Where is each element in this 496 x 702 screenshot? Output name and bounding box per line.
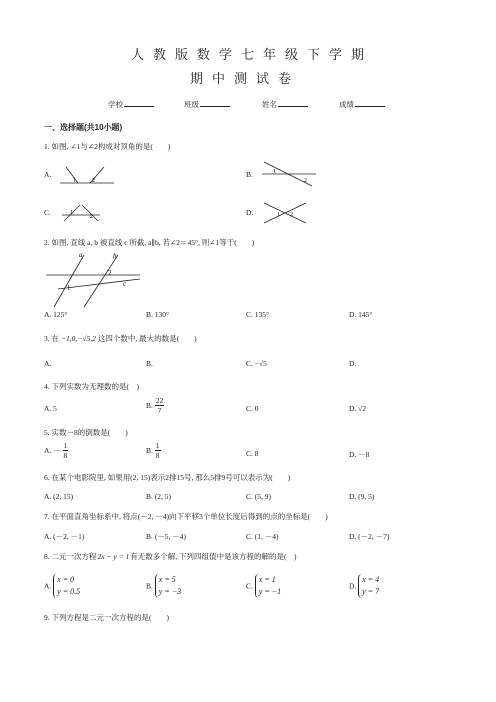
q4-option-b-fraction: $\frac{22}{7}$ <box>155 396 164 415</box>
q4-option-b-label: B. <box>146 401 153 410</box>
q2-label-b: b <box>113 252 117 260</box>
q8-option-b[interactable] <box>146 574 181 598</box>
q7-stem: 7. 在平面直角坐标系中, 将点(－2, －4)向下平移3个单位长度后得到的点的坐标是( ) <box>44 512 328 521</box>
svg-text:2: 2 <box>92 178 95 184</box>
q8-option-b-label: B. <box>146 581 153 591</box>
q3-option-c-value: −√5 <box>254 359 267 368</box>
q8-stem-math: 2x − y = 1 <box>97 552 130 561</box>
q9-stem: 9. 下列方程是二元一次方程的是( ) <box>44 613 169 622</box>
q4-option-b[interactable] <box>146 396 164 415</box>
q8-option-d-system: x = 4 y = 7 <box>358 574 379 598</box>
q1-option-b[interactable]: B. <box>246 170 253 179</box>
q1-figure-c <box>58 201 108 223</box>
q8-option-d-label: D. <box>349 581 357 591</box>
section-heading: 一、选择题(共10小题) <box>44 123 123 132</box>
q4-option-c[interactable]: C. 0 <box>246 404 259 413</box>
q8-option-a[interactable] <box>44 574 80 598</box>
svg-text:1: 1 <box>70 210 73 216</box>
q7-option-a[interactable]: A. (－2, －1) <box>44 532 85 541</box>
q1-option-a[interactable]: A. <box>44 170 52 179</box>
q5-option-a-fraction: $\frac{1}{8}$ <box>63 441 68 460</box>
q4-option-a[interactable]: A. 5 <box>44 404 57 413</box>
exam-title: 人教版数学七年级下学期 <box>131 47 374 62</box>
q5-stem: 5. 实数－8的倒数是( ) <box>44 428 128 437</box>
q3-option-a[interactable]: A. <box>44 359 52 368</box>
class-label: 班级 <box>184 100 199 109</box>
q2-figure <box>44 249 144 309</box>
q8-option-a-system: x = 0 y = 0.5 <box>53 574 80 598</box>
q5-option-d[interactable]: D. －8 <box>349 450 370 459</box>
q6-option-a[interactable]: A. (2, 15) <box>44 492 74 501</box>
q3-option-d[interactable]: D. <box>349 359 357 368</box>
exam-subtitle: 期中测试卷 <box>190 71 301 86</box>
school-field[interactable] <box>108 99 154 110</box>
q7-option-c[interactable]: C. (1, －4) <box>246 532 279 541</box>
q1-stem: 1. 如图, ∠1与∠2构成对顶角的是( ) <box>44 142 171 151</box>
q5-option-c[interactable]: C. 8 <box>246 449 259 458</box>
q1-figure-b <box>260 160 320 188</box>
name-field[interactable] <box>262 99 308 110</box>
score-label: 成绩 <box>339 100 354 109</box>
q7-option-b[interactable]: B. (－5, －4) <box>146 532 186 541</box>
q5-option-a-label: A. － <box>44 446 61 455</box>
q5-option-b-fraction: $\frac{1}{8}$ <box>155 441 160 460</box>
q4-option-d-value: √2 <box>358 404 367 413</box>
svg-text:2: 2 <box>290 212 293 218</box>
q2-option-c[interactable]: C. 135° <box>246 310 270 319</box>
q2-label-2: 2 <box>108 269 112 277</box>
q8-stem <box>44 551 297 562</box>
q3-option-c[interactable] <box>246 359 267 368</box>
q6-option-b[interactable]: B. (2, 5) <box>146 492 171 501</box>
q2-label-c: c <box>123 280 127 288</box>
q4-option-d-label: D. <box>349 404 357 413</box>
q3-stem-suffix: 这四个数中, 最大的数是( ) <box>97 334 197 343</box>
q8-option-c-label: C. <box>246 581 253 591</box>
svg-text:2: 2 <box>304 178 307 184</box>
q2-label-a: a <box>79 251 83 259</box>
q2-option-d[interactable]: D. 145° <box>349 310 373 319</box>
q8-option-d[interactable] <box>349 574 379 598</box>
q4-stem: 4. 下列实数为无理数的是( ) <box>44 382 139 391</box>
q2-option-a[interactable]: A. 125° <box>44 310 68 319</box>
q5-option-b-label: B. <box>146 446 153 455</box>
q8-option-a-label: A. <box>44 581 52 591</box>
q1-figure-d <box>260 199 310 225</box>
q3-stem <box>44 333 197 344</box>
q8-stem-prefix: 8. 二元一次方程 <box>44 552 97 561</box>
q6-stem: 6. 在某个电影院里, 如果用(2, 15)表示2排15号, 那么5排9号可以表示为( ) <box>44 473 291 482</box>
q5-option-b[interactable] <box>146 441 161 460</box>
q4-option-d[interactable] <box>349 404 366 413</box>
q3-stem-prefix: 3. 在 <box>44 334 59 343</box>
q6-option-c[interactable]: C. (5, 9) <box>246 492 271 501</box>
q3-stem-math: −1,0,−√5,2 <box>61 334 96 343</box>
q3-option-c-label: C. <box>246 359 253 368</box>
q2-label-1: 1 <box>67 284 71 292</box>
q8-stem-suffix: 有无数多个解, 下列四组值中是该方程的解的是( ) <box>130 552 297 561</box>
svg-text:1: 1 <box>273 169 276 175</box>
q1-option-d[interactable]: D. <box>246 208 254 217</box>
name-label: 姓名 <box>262 100 277 109</box>
q8-option-b-system: x = 5 y = −3 <box>155 574 181 598</box>
score-field[interactable] <box>339 99 385 110</box>
svg-text:1: 1 <box>277 212 280 218</box>
q1-option-c[interactable]: C. <box>44 208 51 217</box>
q2-stem: 2. 如图, 直线 a, b 被直线 c 所截, a∥b, 若∠2＝45°, 则∠1等于( ) <box>44 238 255 247</box>
school-label: 学校 <box>108 100 123 109</box>
q8-option-c[interactable] <box>246 574 281 598</box>
class-field[interactable] <box>184 99 230 110</box>
q5-option-a[interactable] <box>44 441 68 460</box>
q8-option-c-system: x = 1 y = −1 <box>255 574 281 598</box>
q6-option-d[interactable]: D. (9, 5) <box>349 492 375 501</box>
svg-text:1: 1 <box>73 178 76 184</box>
q3-option-b[interactable]: B. <box>146 359 153 368</box>
svg-text:2: 2 <box>90 214 93 220</box>
q2-option-b[interactable]: B. 130° <box>146 310 170 319</box>
q7-option-d[interactable]: D. (－2, －7) <box>349 532 390 541</box>
q1-figure-a <box>58 163 118 185</box>
